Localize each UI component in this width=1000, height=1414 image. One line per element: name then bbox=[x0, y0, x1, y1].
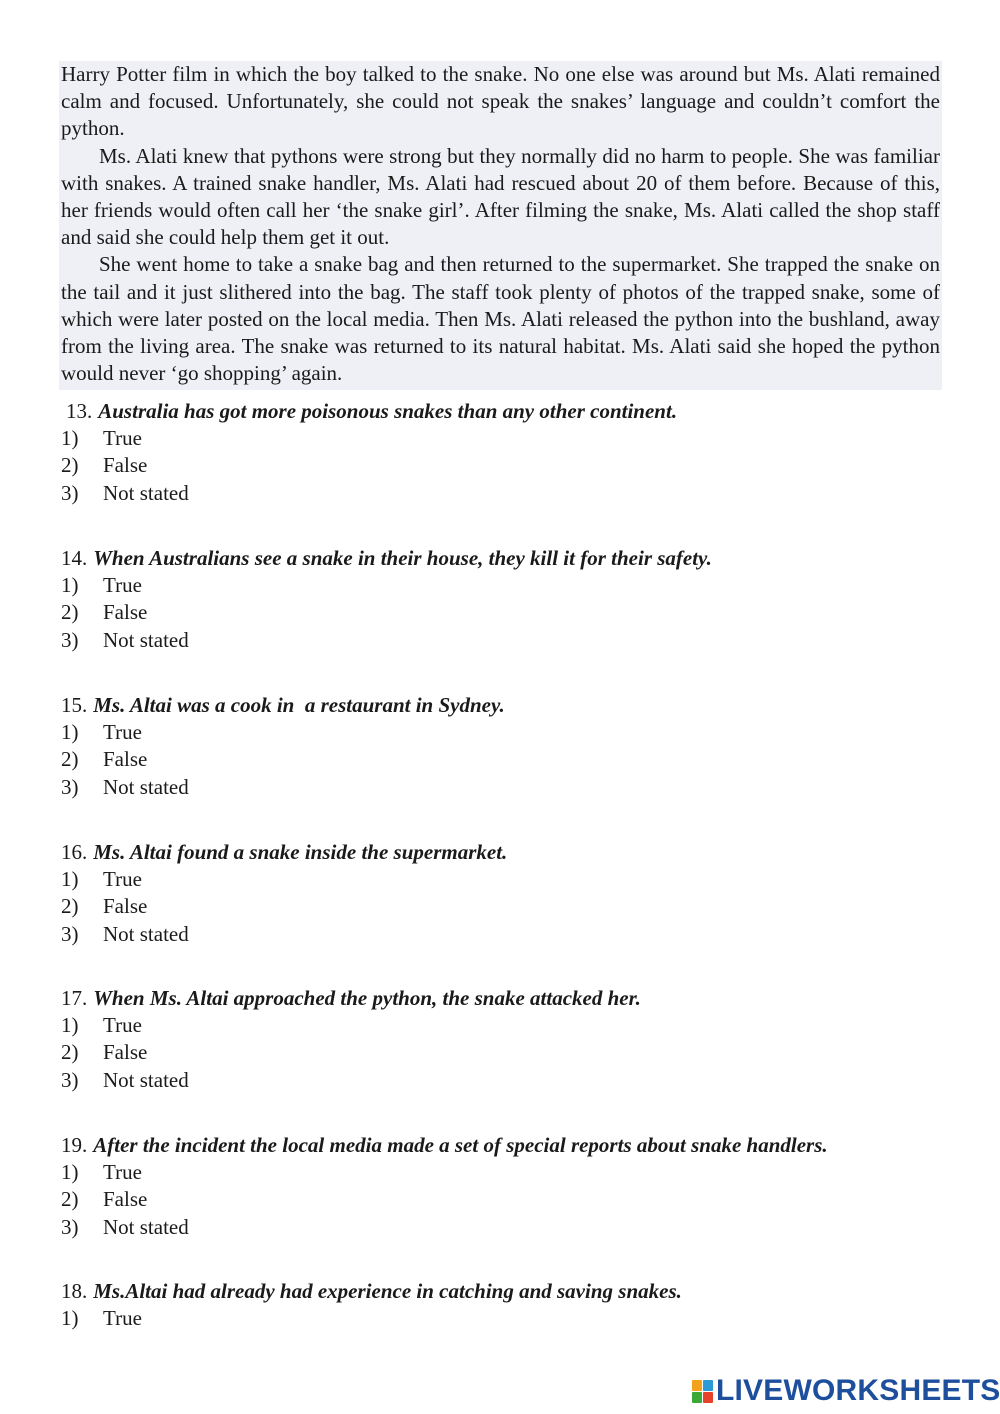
option-number: 3) bbox=[61, 774, 79, 799]
liveworksheets-logo[interactable] bbox=[692, 1374, 1000, 1408]
option-number: 2) bbox=[61, 747, 79, 772]
option-number: 1) bbox=[61, 1306, 79, 1330]
option-label: Not stated bbox=[103, 480, 189, 505]
option-number: 2) bbox=[61, 1187, 79, 1212]
question-number: 18. bbox=[61, 1279, 88, 1303]
option-label: True bbox=[103, 1160, 142, 1184]
question-title bbox=[61, 985, 641, 1012]
question-13 bbox=[61, 398, 677, 507]
question-text: Ms. Altai found a snake inside the supermarket. bbox=[93, 840, 508, 864]
question-text: After the incident the local media made a set of special reports about snake handlers. bbox=[93, 1133, 828, 1157]
option-number: 1) bbox=[61, 1160, 79, 1184]
logo-square bbox=[692, 1392, 702, 1403]
question-number: 14. bbox=[61, 546, 88, 570]
answer-option[interactable] bbox=[61, 627, 712, 654]
answer-option[interactable] bbox=[61, 1305, 682, 1332]
option-label: False bbox=[103, 453, 148, 478]
option-number: 3) bbox=[61, 1067, 79, 1092]
answer-option[interactable] bbox=[61, 719, 505, 746]
option-label: Not stated bbox=[103, 921, 189, 946]
question-title bbox=[61, 398, 677, 425]
question-19 bbox=[61, 1132, 828, 1241]
question-text: When Ms. Altai approached the python, the snake attacked her. bbox=[93, 986, 641, 1010]
question-text: Ms. Altai was a cook in a restaurant in Sydney. bbox=[93, 693, 505, 717]
question-14 bbox=[61, 545, 712, 654]
question-number: 16. bbox=[61, 840, 88, 864]
answer-option[interactable] bbox=[61, 480, 677, 507]
option-number: 3) bbox=[61, 921, 79, 946]
option-label: True bbox=[103, 426, 142, 450]
option-number: 1) bbox=[61, 720, 79, 744]
option-label: False bbox=[103, 1187, 148, 1212]
option-number: 3) bbox=[61, 1214, 79, 1239]
logo-square bbox=[692, 1380, 702, 1391]
option-number: 1) bbox=[61, 426, 79, 450]
option-number: 2) bbox=[61, 453, 79, 478]
option-label: True bbox=[103, 1306, 142, 1330]
passage-paragraph: Harry Potter film in which the boy talked to the snake. No one else was around but Ms. Alati remained calm and focused. Unfortunately, she could not speak the snakes’ language and couldn’t comfort the python. bbox=[61, 62, 940, 141]
answer-option[interactable] bbox=[61, 1186, 828, 1213]
question-number: 13. bbox=[66, 399, 93, 423]
option-label: Not stated bbox=[103, 1214, 189, 1239]
question-15 bbox=[61, 692, 505, 801]
question-title bbox=[61, 1278, 682, 1305]
question-17 bbox=[61, 985, 641, 1094]
answer-option[interactable] bbox=[61, 774, 505, 801]
answer-option[interactable] bbox=[61, 425, 677, 452]
logo-square bbox=[703, 1392, 713, 1403]
passage-paragraph: Ms. Alati knew that pythons were strong but they normally did no harm to people. She was familiar with snakes. A trained snake handler, Ms. Alati had rescued about 20 of them before. Because of this, her friends would often call her ‘the snake girl’. After filming the snake, Ms. Alati called the shop staff and said she could help them get it out. bbox=[61, 143, 940, 250]
option-number: 3) bbox=[61, 627, 79, 652]
option-number: 2) bbox=[61, 1040, 79, 1065]
question-text: Australia has got more poisonous snakes than any other continent. bbox=[98, 399, 678, 423]
option-number: 3) bbox=[61, 480, 79, 505]
answer-option[interactable] bbox=[61, 1012, 641, 1039]
answer-option[interactable] bbox=[61, 1159, 828, 1186]
option-label: True bbox=[103, 573, 142, 597]
answer-option[interactable] bbox=[61, 1214, 828, 1241]
option-label: True bbox=[103, 1013, 142, 1037]
logo-mark-icon bbox=[692, 1380, 713, 1403]
logo-square bbox=[703, 1380, 713, 1391]
option-number: 2) bbox=[61, 600, 79, 625]
question-title bbox=[61, 839, 507, 866]
question-16 bbox=[61, 839, 507, 948]
answer-option[interactable] bbox=[61, 921, 507, 948]
question-18 bbox=[61, 1278, 682, 1332]
logo-text: LIVEWORKSHEETS bbox=[716, 1374, 1000, 1407]
reading-passage bbox=[59, 61, 942, 390]
passage-paragraph: She went home to take a snake bag and then returned to the supermarket. She trapped the snake on the tail and it just slithered into the bag. The staff took plenty of photos of the trapped snake, some of which were later posted on the local media. Then Ms. Alati released the python into the bushland, away from the living area. The snake was returned to its natural habitat. Ms. Alati said she hoped the python would never ‘go shopping’ again. bbox=[61, 252, 940, 386]
option-number: 1) bbox=[61, 573, 79, 597]
answer-option[interactable] bbox=[61, 1067, 641, 1094]
option-number: 1) bbox=[61, 1013, 79, 1037]
answer-option[interactable] bbox=[61, 893, 507, 920]
answer-option[interactable] bbox=[61, 452, 677, 479]
question-title bbox=[61, 1132, 828, 1159]
option-label: False bbox=[103, 747, 148, 772]
question-text: Ms.Altai had already had experience in catching and saving snakes. bbox=[93, 1279, 682, 1303]
answer-option[interactable] bbox=[61, 572, 712, 599]
option-label: True bbox=[103, 720, 142, 744]
answer-option[interactable] bbox=[61, 746, 505, 773]
option-number: 2) bbox=[61, 894, 79, 919]
question-number: 15. bbox=[61, 693, 88, 717]
answer-option[interactable] bbox=[61, 1039, 641, 1066]
option-label: False bbox=[103, 600, 148, 625]
option-label: False bbox=[103, 894, 148, 919]
option-label: True bbox=[103, 867, 142, 891]
answer-option[interactable] bbox=[61, 866, 507, 893]
question-number: 17. bbox=[61, 986, 88, 1010]
option-label: Not stated bbox=[103, 774, 189, 799]
option-label: Not stated bbox=[103, 627, 189, 652]
option-label: Not stated bbox=[103, 1067, 189, 1092]
answer-option[interactable] bbox=[61, 599, 712, 626]
option-label: False bbox=[103, 1040, 148, 1065]
question-title bbox=[61, 545, 712, 572]
option-number: 1) bbox=[61, 867, 79, 891]
question-text: When Australians see a snake in their house, they kill it for their safety. bbox=[93, 546, 712, 570]
question-title bbox=[61, 692, 505, 719]
question-number: 19. bbox=[61, 1133, 88, 1157]
